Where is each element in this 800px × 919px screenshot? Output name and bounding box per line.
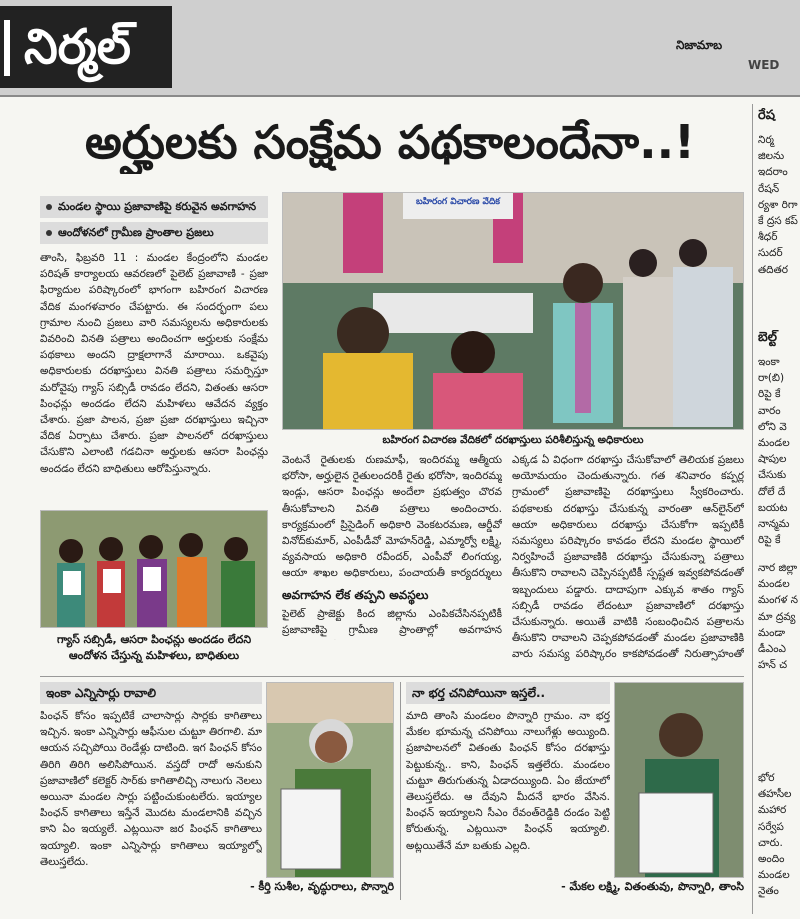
lead-article-text: తాంసి, ఫిబ్రవరి 11 : మండల కేంద్రంలోని మండల పరిషత్ కార్యాలయ ఆవరణలో పైలెట్ ప్రజావాణి - ప్రజా ఫిర్యాదుల పరిష్కారంలో భాగంగా బహిరంగ విచారణ వేదిక మంగళవారం చేపట్టారు. ఈ సందర్భంగా పలు గ్రామాల నుంచి ప్రజలు వారి సమస్యలను అధికారులకు వివరించి వినతి పత్రాలు అందించగా అర్హులకు సంక్షేమ పథకాలు అందని ద్రాక్షలాగానే మారాయి. ఒకవైపు అధికారులకు దరఖాస్తులు వినతి పత్రాలు సమర్పిస్తూ మరోవైపు గ్యాస్ సబ్సిడీ రావడం లేదని, వితంతు ఆసరా పింఛన్లు అందడం లేదని మహిళలు ఆవేదన వ్యక్తం చేశారు. ప్రజా పాలన, ప్రజా ప్రజా దరఖాస్తులు ఇచ్చినా వేదిక ఏర్పాటు చేశారు. ప్రజా పాలనలో దరఖాస్తులు చేసుకొని ఎలాంటి గడచినా అర్హులకు ఆసరా పింఛన్లు అందడం లేదని బాధితులు ఆరోపిస్తున్నారు. — [40, 252, 268, 475]
story-left-text: పింఛన్ కోసం ఇప్పటికే చాలాసార్లు సార్లకు కాగితాలు ఇచ్చిన. ఇంకా ఎన్నిసార్లు ఆఫీసుల చుట్టూ తిరగాలి. మా ఆయన సచ్చిపోయి రెండేళ్లు దాటింది. ఇగ పింఛన్ కోసం తిరిగి తిరిగి అలిసిపోయిన. వస్తదో రాదో అనుకుని ప్రజావాణిలో కలెక్టర్ సార్‌కు కాగితాలిచ్చి నాలుగు నెలలు అయినా మండల సార్లు పట్టించుకుంటలేరు. ఇయ్యాల పింఛన్ కాగితాలు ఇస్తేనే మొదట మండలానికి వచ్చిన కాని ఏం ఇయ్యలే. ఎట్లయినా జర పింఛన్ కాగితాలు ఇయ్యాలి. ఇంకా ఎన్నిసార్లు కాగితాలు ఇయ్యాల్నో తెలుస్తలేదు. — [40, 710, 262, 868]
main-photo-caption: బహిరంగ విచారణ వేదికలో దరఖాస్తులు పరిశీలిస్తున్న అధికారులు — [382, 434, 644, 446]
side-column-divider — [752, 104, 753, 914]
bullet-icon — [46, 230, 52, 236]
story-right-text: మాది తాంసి మండలం పొన్నారి గ్రామం. నా భర్త మేకల భూమన్న చనిపోయి నాలుగేళ్లు అయ్యింది. ప్రజాపాలనలో వితంతు పింఛన్ కోసం దరఖాస్తు పెట్టుకున్న.. కాని, పింఛన్ ఇత్తలేరు. మండలం చుట్టూ తిరుగుతున్న ఏడాదయ్యింది. ఏం జేయాలో తెలుస్తలేదు. ఆ దేవుని మీదనే భారం వేసిన. పింఛన్ ఇయ్యాలని సీఎం రేవంత్‌రెడ్డికి దండం పెట్టి కోరుతున్న. ఎట్లయినా పింఛన్ ఇయ్యాలి. అట్లయితేనే మా బతుకు ఎల్లది. — [406, 710, 610, 852]
subhead-1-text: మండల స్థాయి ప్రజావాణిపై కరువైన అవగాహన — [58, 200, 257, 213]
story-right-photo-illustration — [615, 683, 744, 878]
story-divider — [400, 682, 401, 900]
story-left-photo-illustration — [267, 683, 394, 878]
story-right-title: నా భర్త చనిపోయినా ఇస్తలే.. — [406, 682, 610, 704]
edition-date: WED — [748, 58, 780, 72]
story-right-photo — [614, 682, 744, 878]
main-photo — [282, 192, 744, 430]
left-photo — [40, 510, 268, 628]
mid-article-text-2: పైలెట్ ప్రాజెక్టు కింద జిల్లాను ఎంపికచేసినప్పటికీ ప్రజావాణిపై గ్రామీణ ప్రాంతాల్లో అవగాహన — [282, 608, 502, 637]
main-photo-illustration — [283, 193, 744, 430]
brand-name: నిర్మల్ — [24, 19, 131, 75]
side-text-2: ఇంకా రా(బి) రిపై కే వారం లోని వె మండల షాపుల చేసుకు దోలే దే బయట నాన్మమ రిపై కే — [758, 356, 790, 547]
edition-name: నిజామాబ — [676, 38, 723, 52]
section-divider — [40, 676, 744, 677]
subhead-1 — [40, 196, 268, 218]
story-left-signature: - కీర్తి సుశీల, వృద్ధురాలు, పొన్నారి — [250, 880, 394, 893]
left-photo-illustration — [41, 511, 268, 628]
mid-section-title: అవగాహన లేక తప్పని అవస్థలు — [282, 588, 429, 602]
brand-bar-accent — [4, 20, 10, 76]
side-heading-1: రేష — [758, 108, 775, 123]
side-text-3: నార జిల్లా మండల మంగళ న మా ద్రవ్య మండా డీఎంఎ హన్ చ — [758, 562, 799, 672]
left-photo-caption: గ్యాస్ సబ్సిడీ, ఆసరా పింఛన్లు అందడం లేదని ఆందోళన చేస్తున్న మహిళలు, బాధితులు — [56, 633, 252, 662]
side-text-4: భోర తహసీల మహార సర్వేప చారు. అందిం మండల నైతం — [758, 772, 792, 898]
story-right-signature: - మేకల లక్ష్మి, వితంతువు, పొన్నారి, తాంసి — [561, 880, 744, 893]
page-headline: అర్హులకు సంక్షేమ పథకాలందేనా..! — [84, 115, 696, 169]
bullet-icon — [46, 204, 52, 210]
subhead-2 — [40, 222, 268, 244]
story-left-title: ఇంకా ఎన్నిసార్లు రావాలి — [40, 682, 262, 704]
right-article-text: ఎక్కడ ఏ విధంగా దరఖాస్తు చేసుకోవాలో తెలియక ప్రజలు అయోమయం చెందుతున్నారు. గత శనివారం కప్పర్ల గ్రామంలో ప్రజావాణిపై దరఖాస్తులు స్వీకరించారు. పథకాలకు దరఖాస్తు చేసుకున్న వారంతా ఆన్‌లైన్‌లో ఆయా అధికారులు దరఖాస్తు చేసుకోగా ఇప్పటికీ సమస్యలు పరిష్కారం కావడం లేదని మండల స్థాయిలో నిర్వహించే ప్రజావాణికి దరఖాస్తు చేసుకున్నా పత్రాలు తీసుకొని రావాలని చెప్పినప్పటికీ స్పష్టత ఇవ్వకపోవడంతో ఇబ్బందులు పడ్డారు. దాదాపుగా ఎక్కువ శాతం గ్యాస్ సబ్సిడీ రావడం లేదంటూ ప్రజావాణిలో దరఖాస్తు చేసుకున్నారు. అయితే వాటికి సంబంధించిన పత్రాలను తీసుకొని రావాలని చెప్పకపోవడంతో మండల ప్రజావాణికి వారు సమస్య పరిష్కారం కాకపోవడంతో నిరుత్సాహంతో — [512, 454, 744, 661]
side-text-1: నిర్మ జిలను ఇదరాం రేషన్ ర్యశా రిగా కే ద్రస కప్ శీధర్ సుదర్ తదితర — [758, 134, 798, 276]
header-divider — [0, 95, 800, 97]
main-photo-banner-text: బహిరంగ విచారణ వేదిక — [415, 197, 500, 207]
side-heading-2: బెల్ట్ — [758, 330, 777, 345]
brand-logo — [0, 6, 172, 88]
story-left-photo — [266, 682, 394, 878]
mid-article-text: వెంటనే రైతులకు రుణమాఫీ, ఇందిరమ్మ ఆత్మీయ భరోసా, అర్హులైన రైతులందరికీ రైతు భరోసా, ఇందిరమ్మ ఇండ్లు, ఆసరా పింఛన్లు అందేలా ప్రభుత్వం చొరవ తీసుకోవాలని వినతి పత్రాలు అందించారు. కార్యక్రమంలో ప్రిసైడింగ్ అధికారి వెంకటరమణ, ఆర్డీవో వినోద్‌కుమార్, ఎంపీడీవో మోహన్‌రెడ్డి, ఎమ్మార్వో లక్ష్మి, వ్యవసాయ అధికారి రవీందర్, ఎంపీవో లింగయ్య, ఆయా శాఖల అధికారులు, పంచాయతీ కార్యదర్శులు — [282, 454, 502, 580]
subhead-2-text: ఆందోళనలో గ్రామీణ ప్రాంతాల ప్రజలు — [58, 226, 214, 239]
